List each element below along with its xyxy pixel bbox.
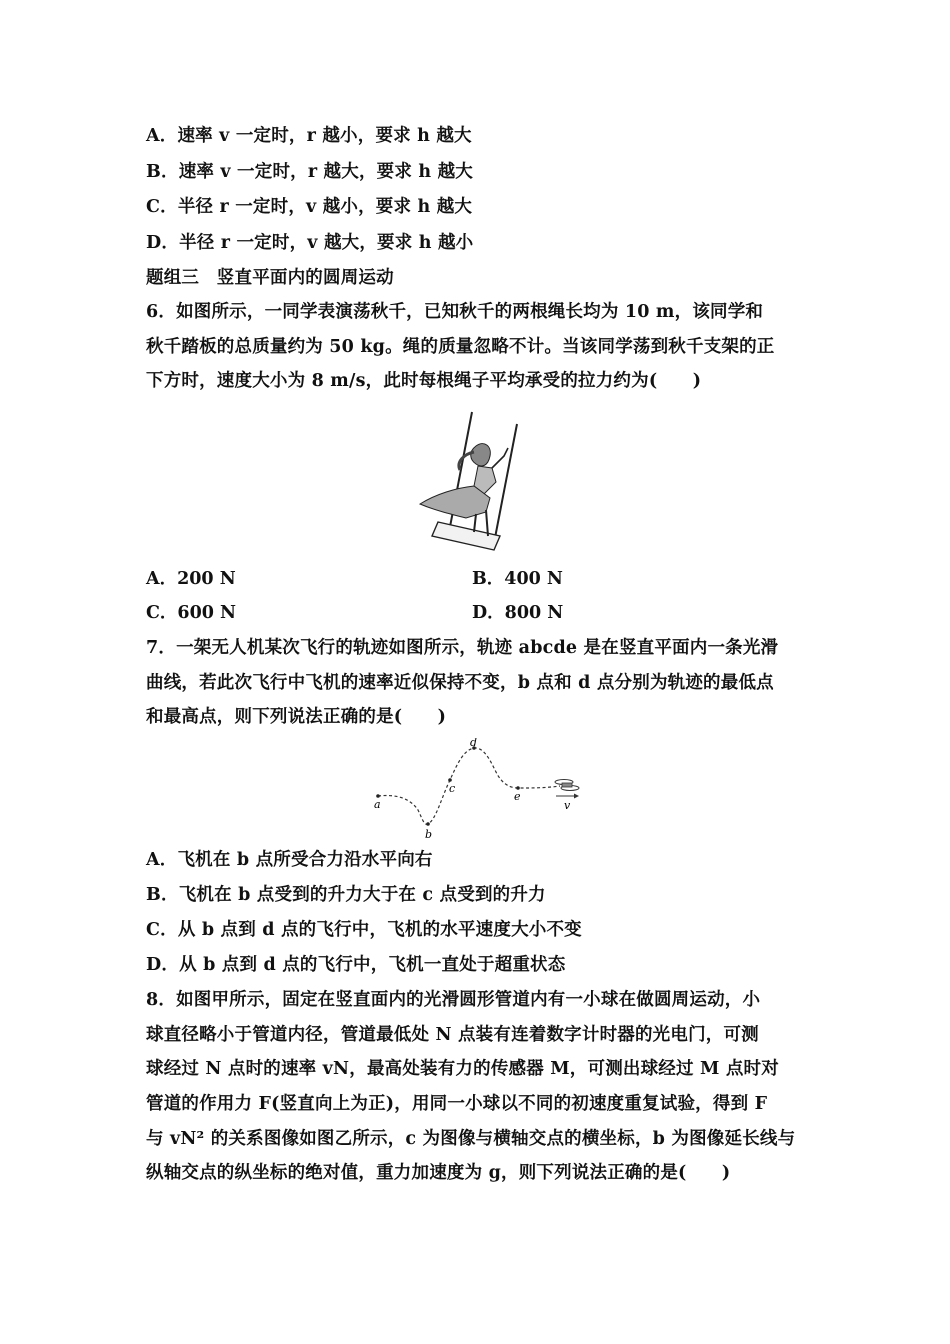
label-v: v — [564, 799, 571, 812]
swing-figure — [416, 410, 526, 555]
trajectory-figure — [366, 738, 586, 840]
q5-option-a: A．速率 v 一定时，r 越小，要求 h 越大 — [146, 126, 472, 146]
section-title: 题组三 竖直平面内的圆周运动 — [146, 268, 394, 288]
q8-stem-line-3: 球经过 N 点时的速率 vN，最高处装有力的传感器 M，可测出球经过 M 点时对 — [146, 1059, 779, 1079]
q5-option-c: C．半径 r 一定时，v 越小，要求 h 越大 — [146, 197, 473, 217]
q6-option-b: B．400 N — [472, 569, 563, 589]
q7-option-d: D．从 b 点到 d 点的飞行中，飞机一直处于超重状态 — [146, 955, 566, 975]
q7-stem-line-2: 曲线，若此次飞行中飞机的速率近似保持不变，b 点和 d 点分别为轨迹的最低点 — [146, 673, 774, 693]
label-c: c — [449, 782, 456, 795]
q6-option-a: A．200 N — [146, 569, 236, 589]
q6-option-c: C．600 N — [146, 603, 237, 623]
label-d: d — [470, 738, 478, 749]
q6-stem-line-3: 下方时，速度大小为 8 m/s，此时每根绳子平均承受的拉力约为( ) — [146, 371, 702, 391]
q7-option-b: B．飞机在 b 点受到的升力大于在 c 点受到的升力 — [146, 885, 546, 905]
q6-option-d: D．800 N — [472, 603, 564, 623]
q7-stem-line-3: 和最高点，则下列说法正确的是( ) — [146, 707, 447, 727]
q7-option-a: A．飞机在 b 点所受合力沿水平向右 — [146, 850, 433, 870]
drone-icon — [555, 780, 579, 791]
q8-stem-line-2: 球直径略小于管道内径，管道最低处 N 点装有连着数字计时器的光电门，可测 — [146, 1025, 759, 1045]
q8-stem-line-6: 纵轴交点的纵坐标的绝对值，重力加速度为 g，则下列说法正确的是( ) — [146, 1163, 731, 1183]
q8-stem-line-1: 8．如图甲所示，固定在竖直面内的光滑圆形管道内有一小球在做圆周运动，小 — [146, 990, 761, 1010]
label-a: a — [374, 798, 381, 811]
label-e: e — [514, 790, 521, 803]
q6-stem-line-2: 秋千踏板的总质量约为 50 kg。绳的质量忽略不计。当该同学荡到秋千支架的正 — [146, 337, 775, 357]
q5-option-b: B．速率 v 一定时，r 越大，要求 h 越大 — [146, 162, 473, 182]
q7-option-c: C．从 b 点到 d 点的飞行中，飞机的水平速度大小不变 — [146, 920, 582, 940]
label-b: b — [425, 828, 433, 840]
point-b — [426, 822, 430, 826]
q5-option-d: D．半径 r 一定时，v 越大，要求 h 越小 — [146, 233, 474, 253]
q8-stem-line-4: 管道的作用力 F(竖直向上为正)，用同一小球以不同的初速度重复试验，得到 F — [146, 1094, 768, 1114]
q8-stem-line-5: 与 vN² 的关系图像如图乙所示，c 为图像与横轴交点的横坐标，b 为图像延长线与 — [146, 1129, 796, 1149]
q7-stem-line-1: 7．一架无人机某次飞行的轨迹如图所示，轨迹 abcde 是在竖直平面内一条光滑 — [146, 638, 779, 658]
q6-stem-line-1: 6．如图所示，一同学表演荡秋千，已知秋千的两根绳长均为 10 m，该同学和 — [146, 302, 764, 322]
